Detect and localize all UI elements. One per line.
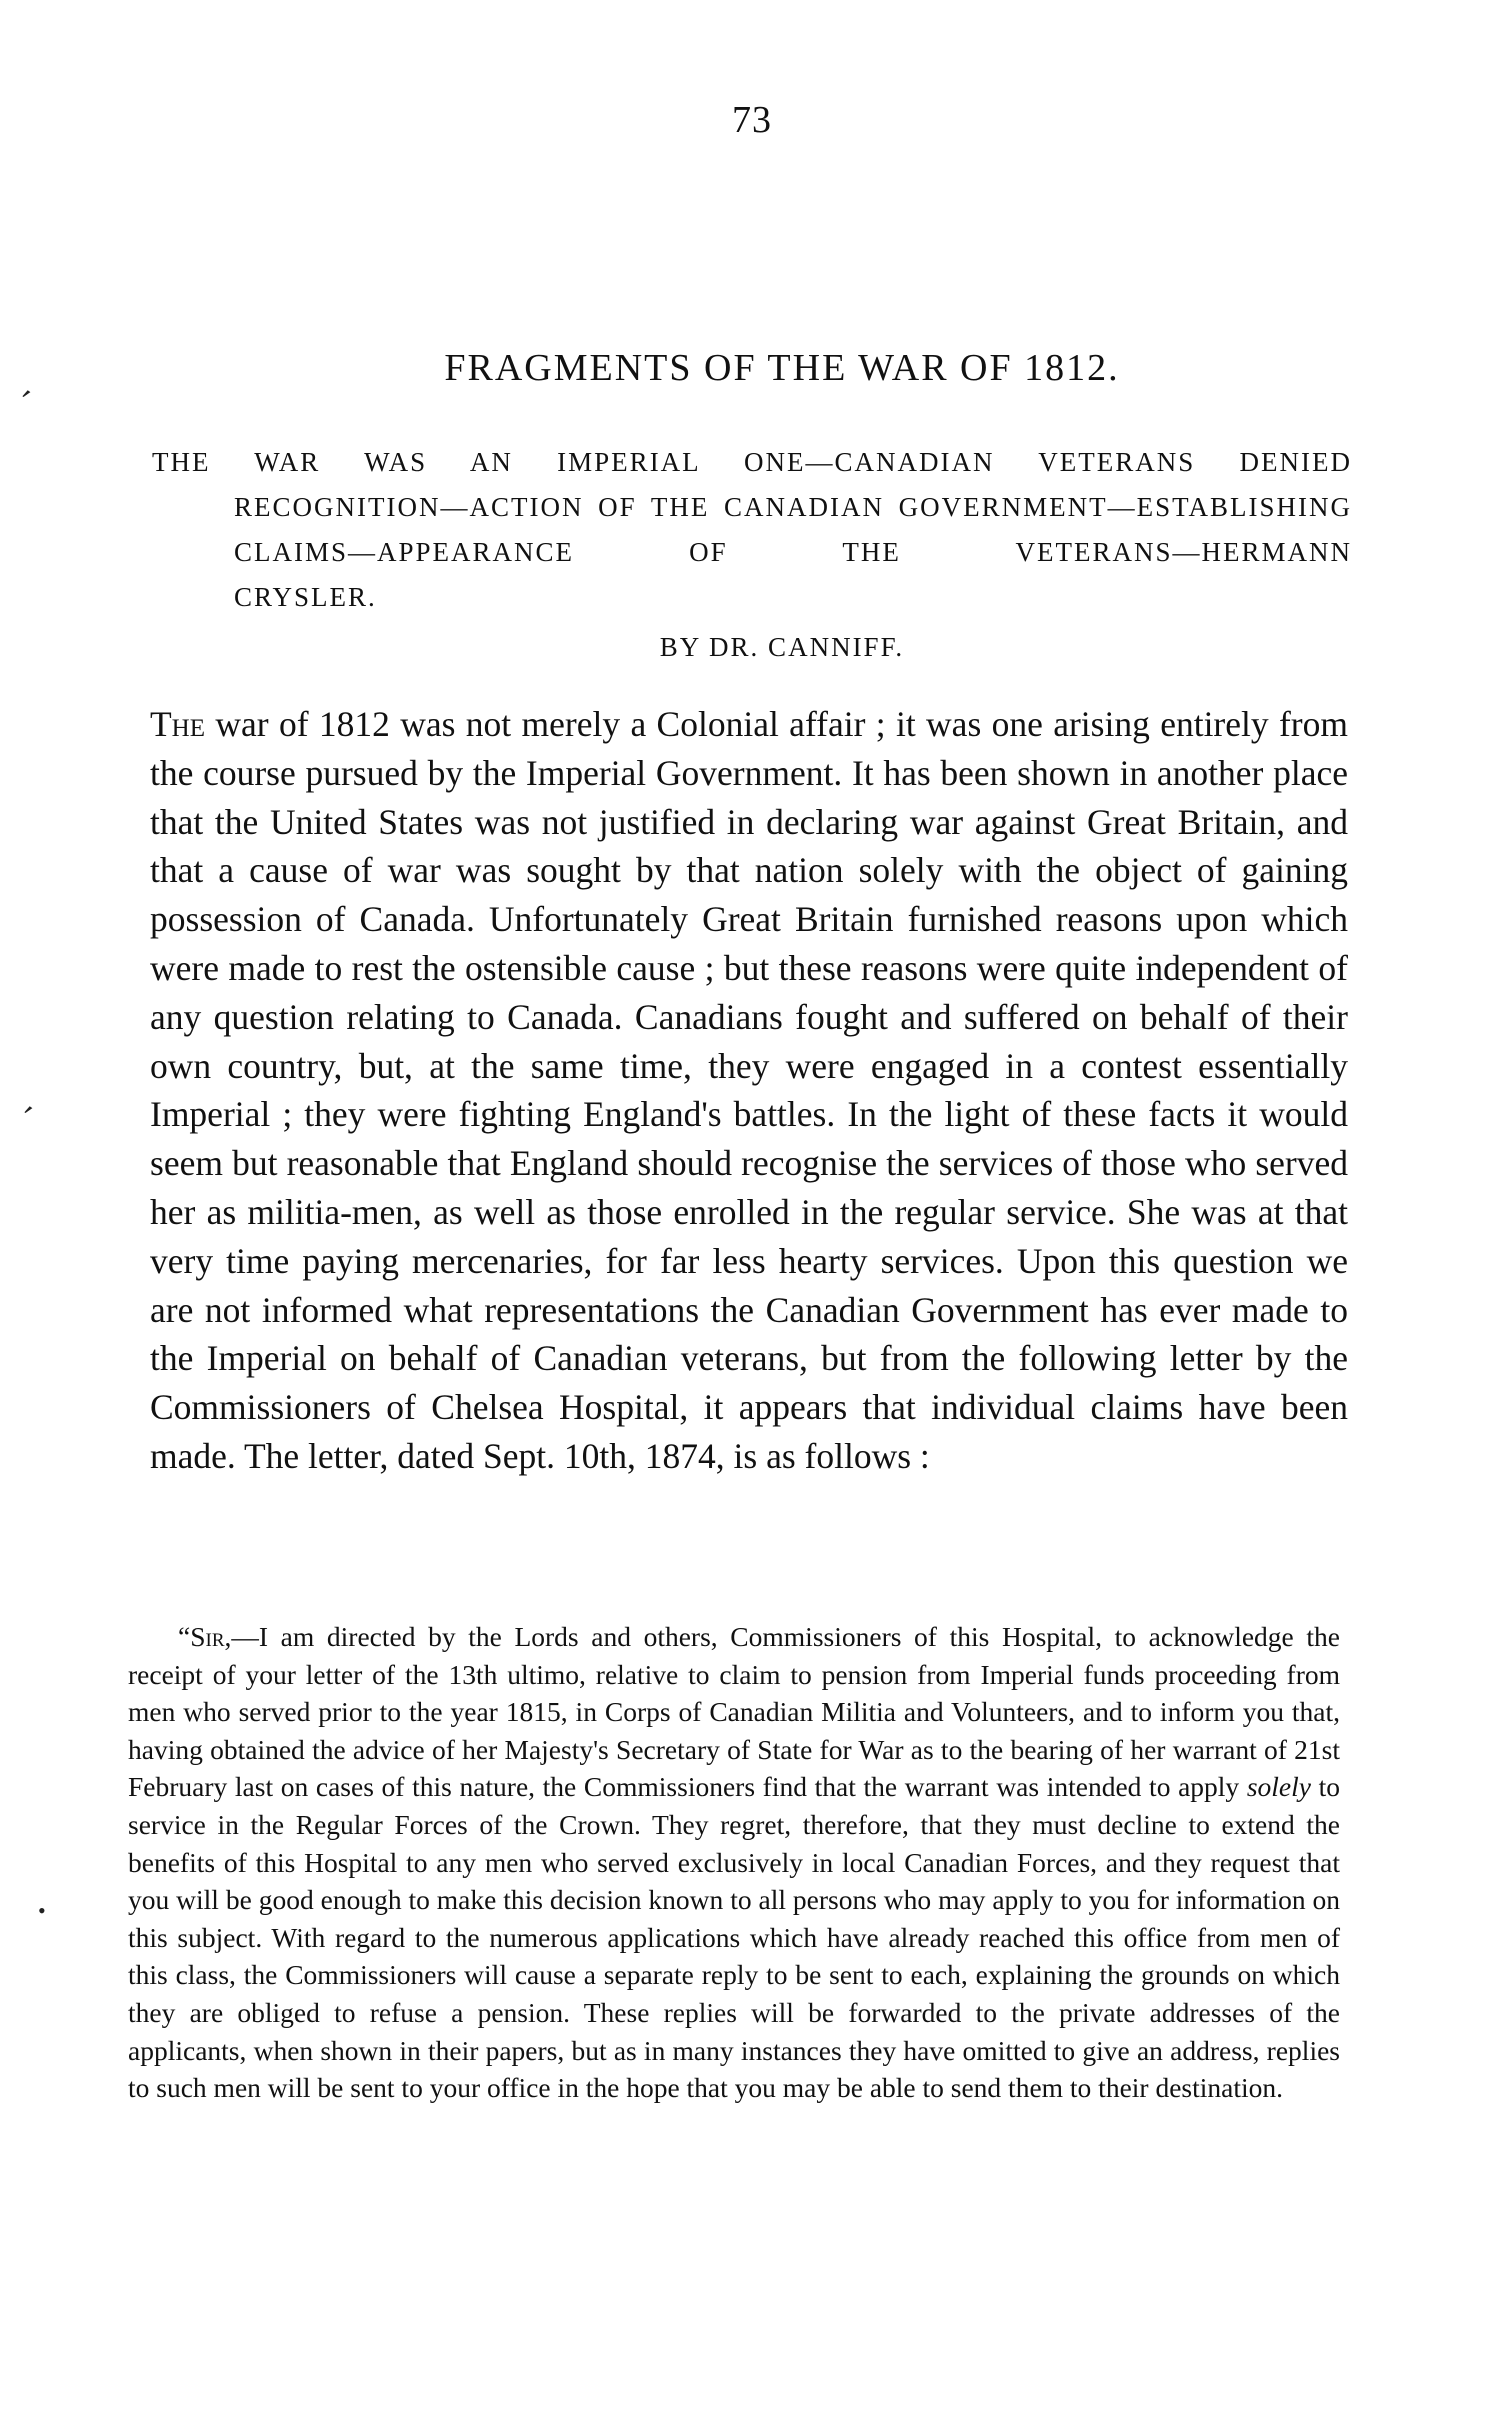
quote-salutation: Sir,	[190, 1621, 232, 1652]
page-number: 73	[732, 99, 772, 141]
article-subtitle	[152, 440, 1352, 620]
subtitle-last: CRYSLER.	[234, 582, 377, 612]
quote-emphasis: solely	[1246, 1771, 1311, 1803]
article-title: FRAGMENTS OF THE WAR OF 1812.	[444, 347, 1120, 389]
body-paragraph	[150, 700, 1348, 1481]
letter-quote	[128, 1618, 1340, 2107]
margin-mark-icon: •	[38, 1898, 46, 1923]
subtitle-continuation	[152, 485, 1352, 620]
body-lead-word: The	[150, 704, 206, 744]
margin-mark-icon: ′	[8, 383, 36, 418]
margin-mark-icon: ′	[10, 1099, 38, 1134]
quote-text-part2: to service in the Regular Forces of the Crown. They regret, therefore, that they must decline to extend the benefits of this Hospital to any men who served exclusively in local Canadian Forces, and they request that you will be good enough to make this decision known to all persons who may apply to you for information on this subject. With regard to the numerous applications which have already reached this office from men of this class, the Commissioners will cause a separate reply to be sent to each, explaining the grounds on which they are obliged to refuse a pension. These replies will be forwarded to the private addresses of the applicants, when shown in their papers, but as in many instances they have omitted to give an address, replies to such men will be sent to your office in the hope that you may be able to send them to their destination.	[128, 1771, 1341, 2104]
body-text: war of 1812 was not merely a Colonial affair ; it was one arising entirely from the course pursued by the Imperial Government. It has been shown in another place that the United States was not justified in declaring war against Great Britain, and that a cause of war was sought by that nation solely with the object of gaining possession of Canada. Unfortunately Great Britain furnished reasons upon which were made to rest the ostensible cause ; but these reasons were quite independent of any question relating to Canada. Canadians fought and suffered on behalf of their own country, but, at the same time, they were engaged in a contest essentially Imperial ; they were fighting England's battles. In the light of these facts it would seem but reasonable that England should recognise the services of those who served her as militia-men, as well as those enrolled in the regular service. She was at that very time paying mercenaries, for far less hearty services. Upon this question we are not informed what representations the Canadian Government has ever made to the Imperial on behalf of Canadian veterans, but from the following letter by the Commissioners of Chelsea Hospital, it appears that individual claims have been made. The letter, dated Sept. 10th, 1874, is as follows :	[150, 704, 1348, 1476]
subtitle-first-line: THE WAR WAS AN IMPERIAL ONE—CANADIAN VETERANS DENIED	[152, 447, 1352, 477]
byline: BY DR. CANNIFF.	[659, 632, 905, 662]
quote-open-mark: “	[178, 1621, 191, 1652]
quote-text-part1: —I am directed by the Lords and others, Commissioners of this Hospital, to acknowledge the receipt of your letter of the 13th ultimo, relative to claim to pension from Imperial funds proceeding from men who served prior to the year 1815, in Corps of Canadian Militia and Volunteers, and to inform you that, having obtained the advice of her Majesty's Secretary of State for War as to the bearing of her warrant of 21st February last on cases of this nature, the Commissioners find that the warrant was intended to apply	[128, 1621, 1340, 1803]
subtitle-rest: RECOGNITION—ACTION OF THE CANADIAN GOVERNMENT—ESTABLISHING CLAIMS—APPEARANCE OF THE VETERANS—HERMANN	[234, 492, 1352, 567]
